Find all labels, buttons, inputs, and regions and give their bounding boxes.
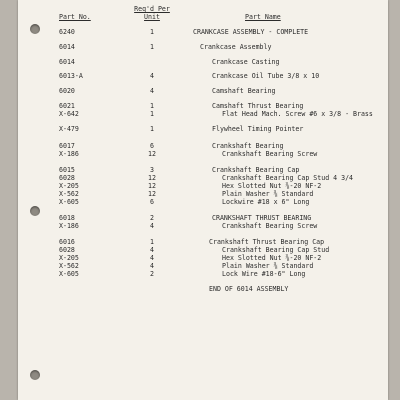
- row-part-name: Flywheel Timing Pointer: [212, 125, 304, 133]
- row-part-no: 6028: [59, 174, 75, 182]
- row-qty: 6: [150, 198, 154, 206]
- row-qty: 6: [150, 142, 154, 150]
- row-part-name: Plain Washer ⅜ Standard: [222, 190, 314, 198]
- row-part-name: Crankshaft Bearing Cap Stud 4 3/4: [222, 174, 354, 182]
- punch-hole: [30, 370, 40, 380]
- row-part-name: Crankcase Assembly: [200, 43, 272, 51]
- row-part-name: Hex Slotted Nut ⅜-20 NF-2: [222, 182, 322, 190]
- punch-hole: [30, 206, 40, 216]
- row-part-name: Flat Head Mach. Screw #6 x 3/8 - Brass: [222, 110, 373, 118]
- row-part-name: Camshaft Thrust Bearing: [212, 102, 304, 110]
- row-part-name: Crankshaft Bearing: [212, 142, 284, 150]
- row-qty: 1: [150, 102, 154, 110]
- row-part-name: Crankshaft Bearing Cap: [212, 166, 300, 174]
- row-part-no: X-205: [59, 182, 79, 190]
- row-qty: 12: [148, 182, 156, 190]
- row-part-no: 6015: [59, 166, 75, 174]
- header-part-name: Part Name: [245, 13, 281, 21]
- punch-hole: [30, 24, 40, 34]
- row-part-no: X-605: [59, 198, 79, 206]
- row-qty: 1: [150, 110, 154, 118]
- row-part-name: Hex Slotted Nut ⅜-20 NF-2: [222, 254, 322, 262]
- row-qty: 12: [148, 174, 156, 182]
- row-part-no: 6018: [59, 214, 75, 222]
- row-qty: 1: [150, 43, 154, 51]
- row-qty: 1: [150, 238, 154, 246]
- row-part-name: Camshaft Bearing: [212, 87, 276, 95]
- row-qty: 2: [150, 214, 154, 222]
- row-part-no: X-205: [59, 254, 79, 262]
- row-qty: 4: [150, 72, 154, 80]
- row-part-no: X-186: [59, 150, 79, 158]
- row-qty: 4: [150, 246, 154, 254]
- row-part-no: X-186: [59, 222, 79, 230]
- row-part-no: X-605: [59, 270, 79, 278]
- row-part-no: 6240: [59, 28, 75, 36]
- row-part-name: Crankcase Oil Tube 3/8 x 10: [212, 72, 320, 80]
- row-part-no: X-479: [59, 125, 79, 133]
- row-part-no: 6014: [59, 43, 75, 51]
- row-part-name: Crankshaft Bearing Screw: [222, 222, 318, 230]
- row-part-no: 6014: [59, 58, 75, 66]
- row-part-name: CRANKCASE ASSEMBLY - COMPLETE: [193, 28, 309, 36]
- row-part-name: Crankshaft Bearing Cap Stud: [222, 246, 330, 254]
- row-part-no: 6020: [59, 87, 75, 95]
- header-reqd-per: Req'd Per: [134, 5, 170, 13]
- row-part-no: 6021: [59, 102, 75, 110]
- row-part-name: END OF 6014 ASSEMBLY: [209, 285, 289, 293]
- row-part-no: X-562: [59, 262, 79, 270]
- header-part-no: Part No.: [59, 13, 91, 21]
- row-qty: 4: [150, 222, 154, 230]
- row-part-name: Lock Wire #18-6" Long: [222, 270, 306, 278]
- row-part-name: CRANKSHAFT THRUST BEARING: [212, 214, 312, 222]
- row-qty: 3: [150, 166, 154, 174]
- row-part-name: Crankcase Casting: [212, 58, 280, 66]
- row-qty: 4: [150, 254, 154, 262]
- row-part-no: X-642: [59, 110, 79, 118]
- row-qty: 4: [150, 262, 154, 270]
- row-part-no: 6013-A: [59, 72, 83, 80]
- row-qty: 12: [148, 150, 156, 158]
- row-qty: 12: [148, 190, 156, 198]
- row-qty: 1: [150, 28, 154, 36]
- row-qty: 1: [150, 125, 154, 133]
- row-part-name: Crankshaft Thrust Bearing Cap: [209, 238, 325, 246]
- row-part-no: 6016: [59, 238, 75, 246]
- header-unit: Unit: [144, 13, 160, 21]
- row-part-no: 6017: [59, 142, 75, 150]
- row-part-name: Lockwire #18 x 6" Long: [222, 198, 310, 206]
- row-part-name: Crankshaft Bearing Screw: [222, 150, 318, 158]
- row-part-no: 6028: [59, 246, 75, 254]
- document-page: [18, 0, 388, 400]
- row-part-name: Plain Washer ⅜ Standard: [222, 262, 314, 270]
- row-part-no: X-562: [59, 190, 79, 198]
- row-qty: 2: [150, 270, 154, 278]
- row-qty: 4: [150, 87, 154, 95]
